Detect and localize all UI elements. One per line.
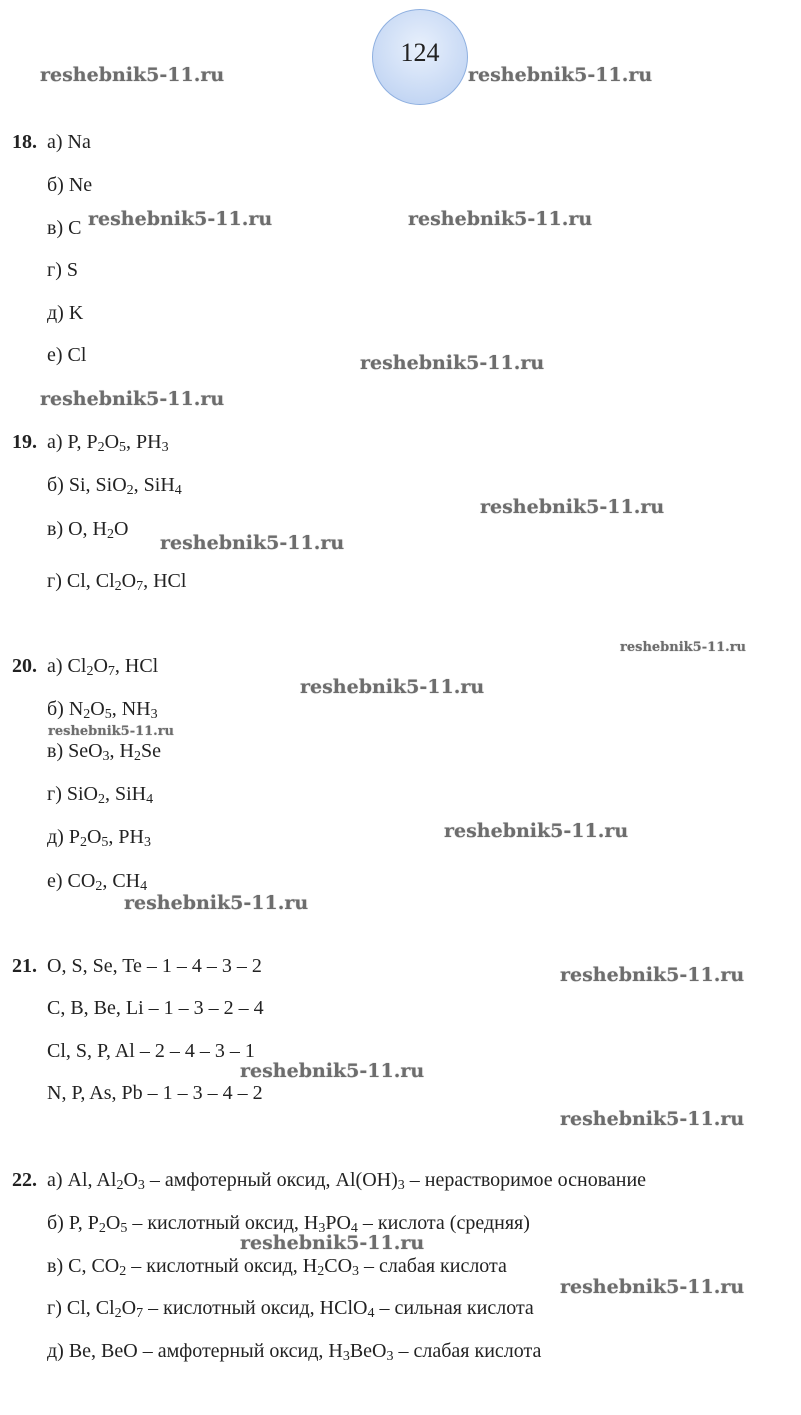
answer-line: в) C, $CO_2$ – кислотный оксид, $H_2CO_3$ – слабая кислота: [47, 1255, 507, 1279]
watermark: reshebnik5-11.ru: [160, 532, 345, 554]
task-number: 22.: [12, 1169, 37, 1191]
watermark: reshebnik5-11.ru: [40, 64, 225, 86]
answer-line: Cl, S, P, Al – 2 – 4 – 3 – 1: [47, 1040, 255, 1062]
task-number: 21.: [12, 955, 37, 977]
watermark: reshebnik5-11.ru: [480, 496, 665, 518]
watermark: reshebnik5-11.ru: [124, 892, 309, 914]
answer-line: г) Cl, $Cl_2O_7$ – кислотный оксид, HClO$_4$ – сильная кислота: [47, 1297, 534, 1321]
page-number: 124: [400, 38, 440, 67]
watermark: reshebnik5-11.ru: [444, 820, 629, 842]
answer-line: а) $Cl_2O_7$, HCl: [47, 655, 159, 679]
answer-line: а) P, $P_2O_5$, $PH_3$: [47, 431, 169, 455]
answer-line: г) Cl, $Cl_2O_7$, HCl: [47, 570, 187, 594]
watermark: reshebnik5-11.ru: [240, 1232, 425, 1254]
answer-line: б) $N_2O_5$, $NH_3$: [47, 698, 158, 722]
watermark: reshebnik5-11.ru: [408, 208, 593, 230]
task-number: 20.: [12, 655, 37, 677]
answer-line: в) SeO$_3$, $H_2Se$: [47, 740, 161, 764]
watermark: reshebnik5-11.ru: [560, 1276, 745, 1298]
watermark: reshebnik5-11.ru: [300, 676, 485, 698]
answer-line: б) Si, SiO$_2$, SiH$_4$: [47, 474, 182, 498]
watermark: reshebnik5-11.ru: [48, 724, 175, 739]
watermark: reshebnik5-11.ru: [360, 352, 545, 374]
page-number-badge: [372, 9, 468, 105]
answer-line: в) C: [47, 217, 82, 239]
answer-line: г) S: [47, 259, 78, 281]
watermark: reshebnik5-11.ru: [240, 1060, 425, 1082]
watermark: reshebnik5-11.ru: [560, 1108, 745, 1130]
watermark: reshebnik5-11.ru: [88, 208, 273, 230]
answer-line: N, P, As, Pb – 1 – 3 – 4 – 2: [47, 1082, 263, 1104]
watermark: reshebnik5-11.ru: [620, 640, 747, 655]
answer-line: C, B, Be, Li – 1 – 3 – 2 – 4: [47, 997, 264, 1019]
answer-line: в) O, $H_2O$: [47, 518, 129, 542]
watermark: reshebnik5-11.ru: [560, 964, 745, 986]
answer-line: а) Na: [47, 131, 91, 153]
answer-line: а) Al, $Al_2O_3$ – амфотерный оксид, $Al(OH)_3$ – нерастворимое основание: [47, 1169, 647, 1193]
task-number: 19.: [12, 431, 37, 453]
answer-line: O, S, Se, Te – 1 – 4 – 3 – 2: [47, 955, 262, 977]
answer-line: г) SiO$_2$, SiH$_4$: [47, 783, 154, 807]
answer-line: д) Be, BeO – амфотерный оксид, $H_3BeO_3$ – слабая кислота: [47, 1340, 542, 1364]
answer-line: б) Ne: [47, 174, 93, 196]
answer-line: е) Cl: [47, 344, 87, 366]
answer-line: д) $P_2O_5$, $PH_3$: [47, 826, 151, 850]
watermark: reshebnik5-11.ru: [40, 388, 225, 410]
answer-line: е) $CO_2$, $CH_4$: [47, 870, 148, 894]
task-number: 18.: [12, 131, 37, 153]
watermark: reshebnik5-11.ru: [468, 64, 653, 86]
answer-line: д) K: [47, 302, 84, 324]
answer-line: б) P, $P_2O_5$ – кислотный оксид, $H_3PO_4$ – кислота (средняя): [47, 1212, 530, 1236]
